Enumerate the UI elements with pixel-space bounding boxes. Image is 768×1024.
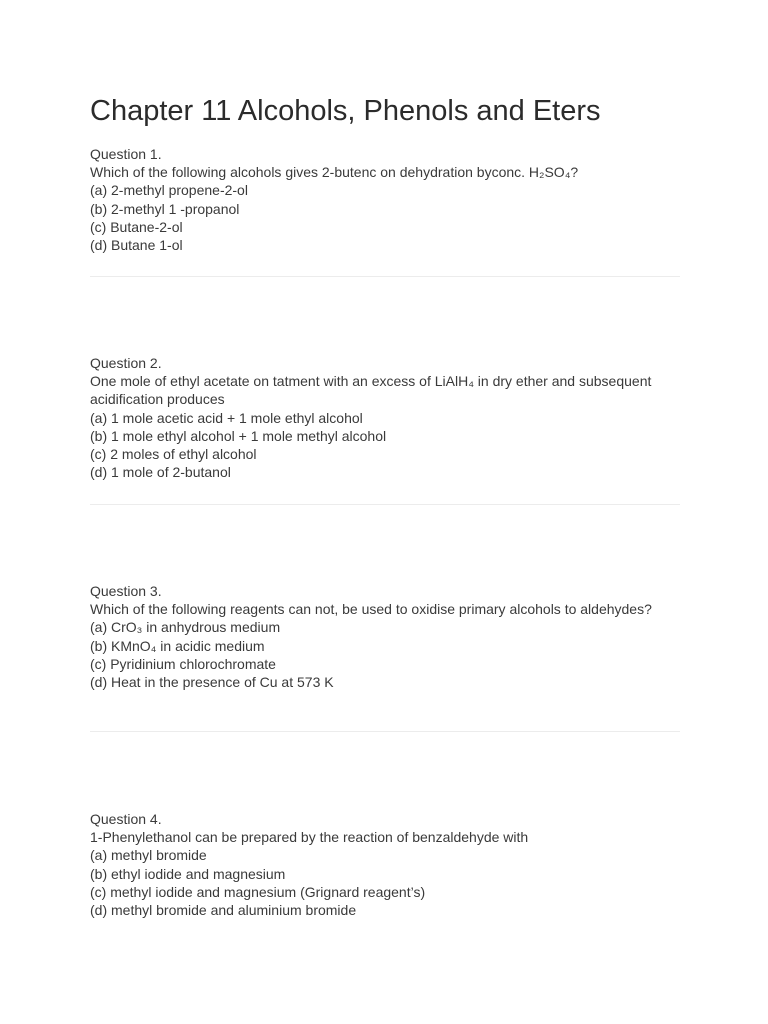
option-b: (b) 1 mole ethyl alcohol + 1 mole methyl alcohol <box>90 427 387 444</box>
option-a: (a) 2-methyl propene-2-ol <box>90 182 248 199</box>
option-d: (d) methyl bromide and aluminium bromide <box>90 902 357 919</box>
divider <box>90 731 680 732</box>
question-number: Question 3. <box>90 583 162 599</box>
option-a: (a) 1 mole acetic acid + 1 mole ethyl alcohol <box>90 409 363 426</box>
question-number: Question 4. <box>90 811 162 827</box>
question-text: Which of the following reagents can not, be used to oxidise primary alcohols to aldehydes? <box>90 601 652 618</box>
option-b: (b) KMnO₄ in acidic medium <box>90 637 265 654</box>
divider <box>90 276 680 277</box>
question-text: 1-Phenylethanol can be prepared by the reaction of benzaldehyde with <box>90 829 529 846</box>
option-d: (d) Butane 1-ol <box>90 237 183 254</box>
question-text: One mole of ethyl acetate on tatment with an excess of LiAlH₄ in dry ether and subsequent acidification produces <box>90 373 652 408</box>
option-c: (c) Pyridinium chlorochromate <box>90 655 276 672</box>
question-2 <box>90 354 680 481</box>
option-b: (b) 2-methyl 1 -propanol <box>90 200 240 217</box>
option-c: (c) 2 moles of ethyl alcohol <box>90 446 257 463</box>
option-b: (b) ethyl iodide and magnesium <box>90 865 286 882</box>
option-d: (d) 1 mole of 2-butanol <box>90 464 231 481</box>
divider <box>90 504 680 505</box>
question-1 <box>90 145 680 254</box>
option-a: (a) methyl bromide <box>90 847 207 864</box>
question-4 <box>90 810 680 919</box>
option-c: (c) Butane-2-ol <box>90 218 183 235</box>
option-c: (c) methyl iodide and magnesium (Grignard reagent’s) <box>90 883 426 900</box>
question-3 <box>90 582 680 691</box>
question-number: Question 2. <box>90 355 162 371</box>
option-d: (d) Heat in the presence of Cu at 573 K <box>90 674 334 691</box>
question-number: Question 1. <box>90 146 162 162</box>
question-text: Which of the following alcohols gives 2-butenc on dehydration byconc. H₂SO₄? <box>90 164 579 181</box>
page-title: Chapter 11 Alcohols, Phenols and Eters <box>90 95 601 127</box>
option-a: (a) CrO₃ in anhydrous medium <box>90 619 281 636</box>
